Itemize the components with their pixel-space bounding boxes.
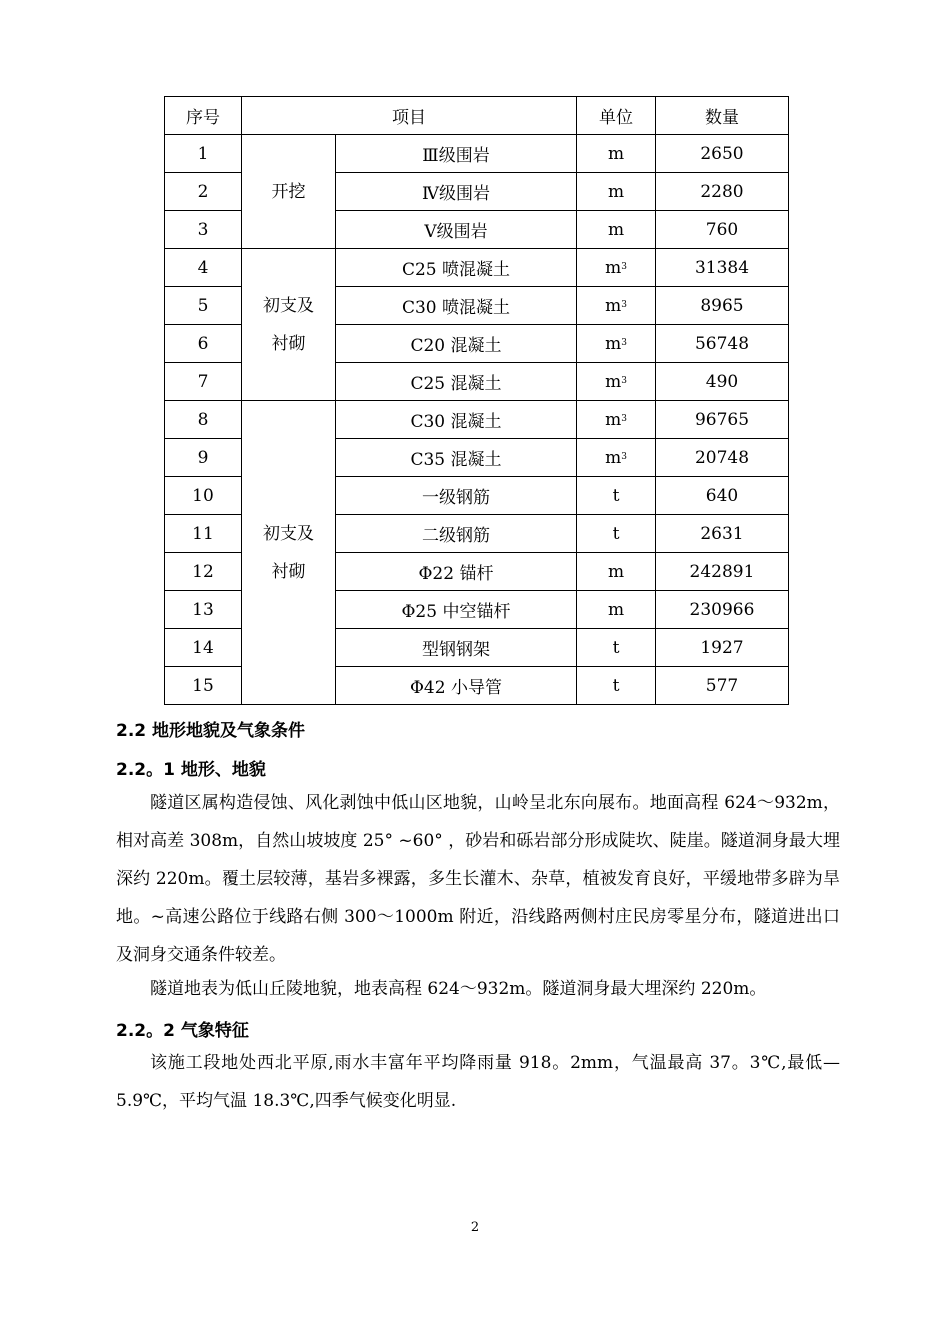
row-number: 6 [165, 325, 242, 363]
unit-superscript: 3 [621, 299, 627, 310]
quantity-table [164, 96, 789, 705]
item-name: 型钢钢架 [336, 629, 577, 667]
unit-text: m [605, 333, 622, 354]
unit-text: m [607, 599, 625, 620]
unit-text: t [612, 675, 620, 696]
group-name-line: 初支及 [263, 295, 314, 316]
paragraph-terrain: 隧道区属构造侵蚀、风化剥蚀中低山区地貌，山岭呈北东向展布。地面高程 624～932m，相对高差 308m，自然山坡坡度 25° ~60° ，砂岩和砾岩部分形成陡坎、陡崖。隧道洞身最大埋深约 220m。覆土层较薄，基岩多裸露，多生长灌木、杂草，植被发育良好，平缓地带多辟为旱地。~高速公路位于线路右侧 300～1000m 附近，沿线路两侧村庄民房零星分布，隧道进出口及洞身交通条件较差。 [116, 793, 840, 965]
group-name [242, 401, 336, 705]
item-unit [577, 173, 656, 211]
item-unit [577, 211, 656, 249]
item-unit [577, 287, 656, 325]
item-name: Ⅲ级围岩 [336, 135, 577, 173]
item-quantity: 640 [656, 477, 789, 515]
header-unit: 单位 [577, 97, 656, 135]
item-unit [577, 439, 656, 477]
item-name: Φ22 锚杆 [336, 553, 577, 591]
item-unit [577, 667, 656, 705]
unit-text: m [607, 181, 625, 202]
row-number: 10 [165, 477, 242, 515]
unit-superscript: 3 [621, 413, 627, 424]
unit-text: t [612, 485, 620, 506]
item-name: Φ42 小导管 [336, 667, 577, 705]
unit-text: t [612, 523, 620, 544]
item-quantity: 96765 [656, 401, 789, 439]
unit-text: m [605, 295, 622, 316]
unit-text: m [605, 447, 622, 468]
item-quantity: 577 [656, 667, 789, 705]
table-row [165, 401, 789, 439]
group-name-line: 衬砌 [271, 561, 306, 582]
row-number: 13 [165, 591, 242, 629]
table-row [165, 249, 789, 287]
item-quantity: 31384 [656, 249, 789, 287]
header-qty: 数量 [656, 97, 789, 135]
unit-text: m [605, 371, 622, 392]
item-unit [577, 249, 656, 287]
row-number: 7 [165, 363, 242, 401]
row-number: 4 [165, 249, 242, 287]
item-quantity: 2650 [656, 135, 789, 173]
group-name [242, 249, 336, 401]
item-name: 二级钢筋 [336, 515, 577, 553]
item-unit [577, 363, 656, 401]
item-name: C35 混凝土 [336, 439, 577, 477]
unit-superscript: 3 [621, 375, 627, 386]
item-unit [577, 553, 656, 591]
paragraph-climate: 该施工段地处西北平原,雨水丰富年平均降雨量 918。2mm，气温最高 37。3℃,最低—5.9℃，平均气温 18.3℃,四季气候变化明显. [116, 1053, 840, 1111]
item-name: Ⅳ级围岩 [336, 173, 577, 211]
item-name: C30 混凝土 [336, 401, 577, 439]
item-unit [577, 515, 656, 553]
item-name: Φ25 中空锚杆 [336, 591, 577, 629]
item-quantity: 2280 [656, 173, 789, 211]
item-quantity: 56748 [656, 325, 789, 363]
row-number: 12 [165, 553, 242, 591]
group-name [242, 135, 336, 249]
unit-superscript: 3 [621, 261, 627, 272]
row-number: 15 [165, 667, 242, 705]
item-quantity: 8965 [656, 287, 789, 325]
item-quantity: 242891 [656, 553, 789, 591]
unit-text: m [607, 143, 625, 164]
table-row [165, 135, 789, 173]
header-item: 项目 [242, 97, 577, 135]
unit-text: m [605, 409, 622, 430]
page-number: 2 [470, 1220, 480, 1235]
item-name: Ⅴ级围岩 [336, 211, 577, 249]
unit-text: m [607, 219, 625, 240]
section-heading-2-2: 2.2 地形地貌及气象条件 [116, 721, 306, 741]
row-number: 1 [165, 135, 242, 173]
item-quantity: 760 [656, 211, 789, 249]
item-unit [577, 135, 656, 173]
row-number: 2 [165, 173, 242, 211]
paragraph-terrain-summary: 隧道地表为低山丘陵地貌，地表高程 624～932m。隧道洞身最大埋深约 220m。 [150, 979, 767, 999]
group-name-line: 初支及 [263, 523, 314, 544]
section-heading-2-2-1: 2.2。1 地形、地貌 [116, 760, 266, 780]
item-name: C25 混凝土 [336, 363, 577, 401]
row-number: 8 [165, 401, 242, 439]
section-heading-2-2-2: 2.2。2 气象特征 [116, 1021, 249, 1041]
row-number: 11 [165, 515, 242, 553]
group-name-line: 衬砌 [271, 333, 306, 354]
row-number: 5 [165, 287, 242, 325]
unit-superscript: 3 [621, 451, 627, 462]
item-quantity: 2631 [656, 515, 789, 553]
item-quantity: 230966 [656, 591, 789, 629]
item-unit [577, 477, 656, 515]
item-name: C20 混凝土 [336, 325, 577, 363]
item-unit [577, 401, 656, 439]
item-unit [577, 591, 656, 629]
row-number: 14 [165, 629, 242, 667]
item-quantity: 490 [656, 363, 789, 401]
item-name: C25 喷混凝土 [336, 249, 577, 287]
unit-text: m [605, 257, 622, 278]
table-header-row [165, 97, 789, 135]
item-unit [577, 629, 656, 667]
quantity-table-body [165, 97, 789, 705]
item-name: C30 喷混凝土 [336, 287, 577, 325]
item-quantity: 1927 [656, 629, 789, 667]
group-name-line: 开挖 [271, 181, 306, 202]
unit-text: t [612, 637, 620, 658]
row-number: 3 [165, 211, 242, 249]
header-no: 序号 [165, 97, 242, 135]
row-number: 9 [165, 439, 242, 477]
item-quantity: 20748 [656, 439, 789, 477]
unit-superscript: 3 [621, 337, 627, 348]
unit-text: m [607, 561, 625, 582]
item-name: 一级钢筋 [336, 477, 577, 515]
item-unit [577, 325, 656, 363]
